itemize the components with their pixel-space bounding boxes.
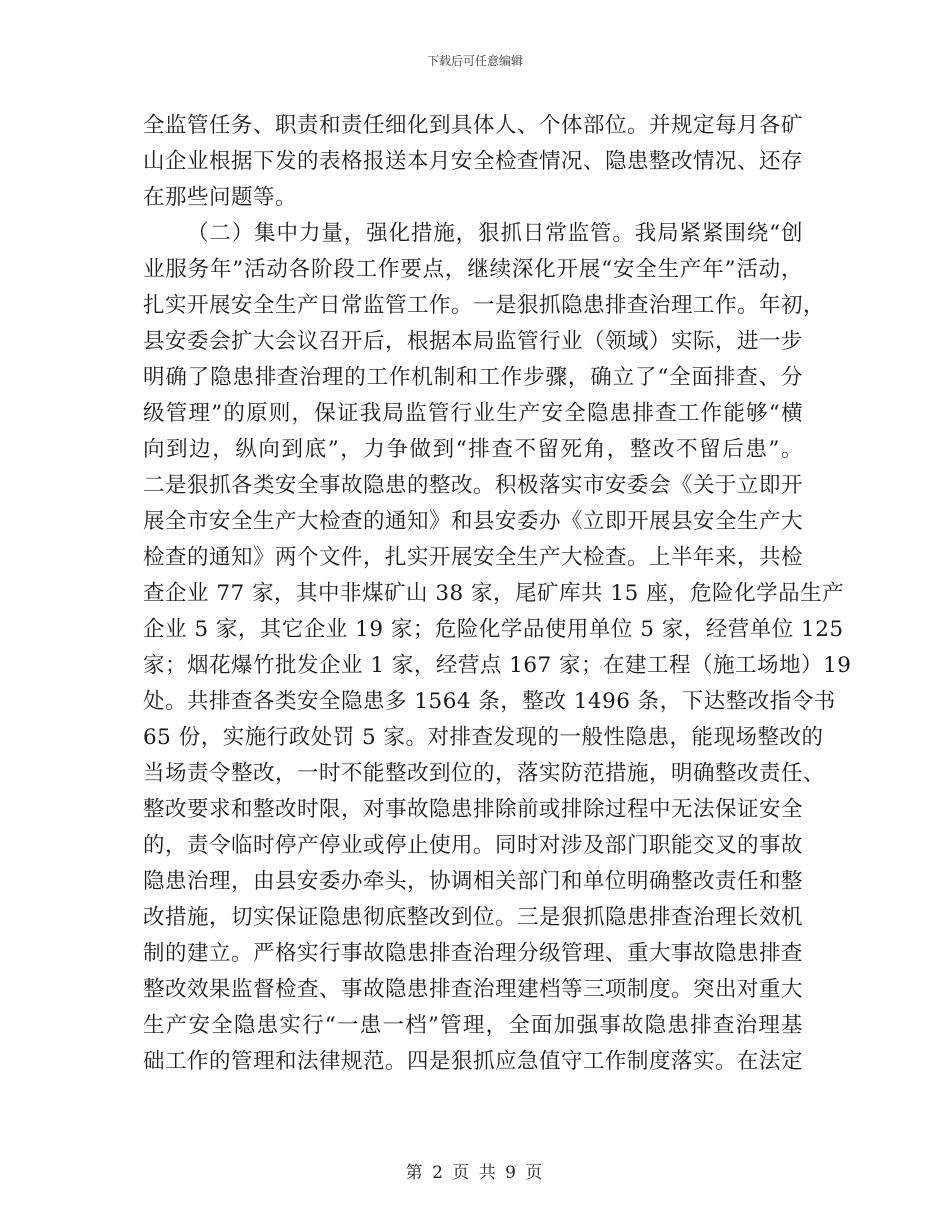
text-line: 检查的通知》两个文件，扎实开展安全生产大检查。上半年来，共检 <box>143 545 804 570</box>
text-line: 展全市安全生产大检查的通知》和县安委办《立即开展县安全生产大 <box>143 509 804 534</box>
text-line: 65 份，实施行政处罚 5 家。对排查发现的一般性隐患，能现场整改的 <box>143 725 824 750</box>
text-line: 二是狠抓各类安全事故隐患的整改。积极落实市安委会《关于立即开 <box>143 473 804 498</box>
text-line: 家；烟花爆竹批发企业 1 家，经营点 167 家；在建工程（施工场地）19 <box>143 653 852 678</box>
text-line: 业服务年”活动各阶段工作要点，继续深化开展“安全生产年”活动， <box>143 257 803 282</box>
text-line: 全监管任务、职责和责任细化到具体人、个体部位。并规定每月各矿 <box>143 113 804 138</box>
page-header: 下载后可任意编辑 <box>426 54 523 68</box>
text-line: 的，责令临时停产停业或停止使用。同时对涉及部门职能交叉的事故 <box>143 833 804 858</box>
text-line: 隐患治理，由县安委办牵头，协调相关部门和单位明确整改责任和整 <box>143 869 804 894</box>
text-line: 级管理”的原则，保证我局监管行业生产安全隐患排查工作能够“横 <box>143 401 803 426</box>
text-line: 明确了隐患排查治理的工作机制和工作步骤，确立了“全面排查、分 <box>143 365 803 390</box>
text-line: 生产安全隐患实行“一患一档”管理，全面加强事故隐患排查治理基 <box>143 1013 803 1038</box>
text-line: 扎实开展安全生产日常监管工作。一是狠抓隐患排查治理工作。年初， <box>143 293 826 318</box>
paragraph-first-line: （二）集中力量，强化措施，狠抓日常监管。我局紧紧围绕“创 <box>187 221 803 246</box>
text-line: 县安委会扩大会议召开后，根据本局监管行业（领域）实际，进一步 <box>143 329 804 354</box>
text-line: 整改要求和整改时限，对事故隐患排除前或排除过程中无法保证安全 <box>143 797 804 822</box>
text-line: 山企业根据下发的表格报送本月安全检查情况、隐患整改情况、还存 <box>143 149 804 174</box>
text-line: 处。共排查各类安全隐患多 1564 条，整改 1496 条，下达整改指令书 <box>143 689 836 714</box>
text-line: 础工作的管理和法律规范。四是狠抓应急值守工作制度落实。在法定 <box>143 1049 804 1074</box>
page-number: 第 2 页 共 9 页 <box>405 1163 545 1183</box>
text-line: 企业 5 家，其它企业 19 家；危险化学品使用单位 5 家，经营单位 125 <box>143 617 844 642</box>
text-line: 向到边，纵向到底”，力争做到“排查不留死角，整改不留后患”。 <box>143 437 803 462</box>
text-line: 当场责令整改，一时不能整改到位的，落实防范措施，明确整改责任、 <box>143 761 826 786</box>
text-line: 在那些问题等。 <box>143 185 298 210</box>
text-line: 整改效果监督检查、事故隐患排查治理建档等三项制度。突出对重大 <box>143 977 804 1002</box>
text-line: 制的建立。严格实行事故隐患排查治理分级管理、重大事故隐患排查 <box>143 941 804 966</box>
text-line: 改措施，切实保证隐患彻底整改到位。三是狠抓隐患排查治理长效机 <box>143 905 804 930</box>
text-line: 查企业 77 家，其中非煤矿山 38 家，尾矿库共 15 座，危险化学品生产 <box>143 581 845 606</box>
document-body <box>143 108 852 1080</box>
